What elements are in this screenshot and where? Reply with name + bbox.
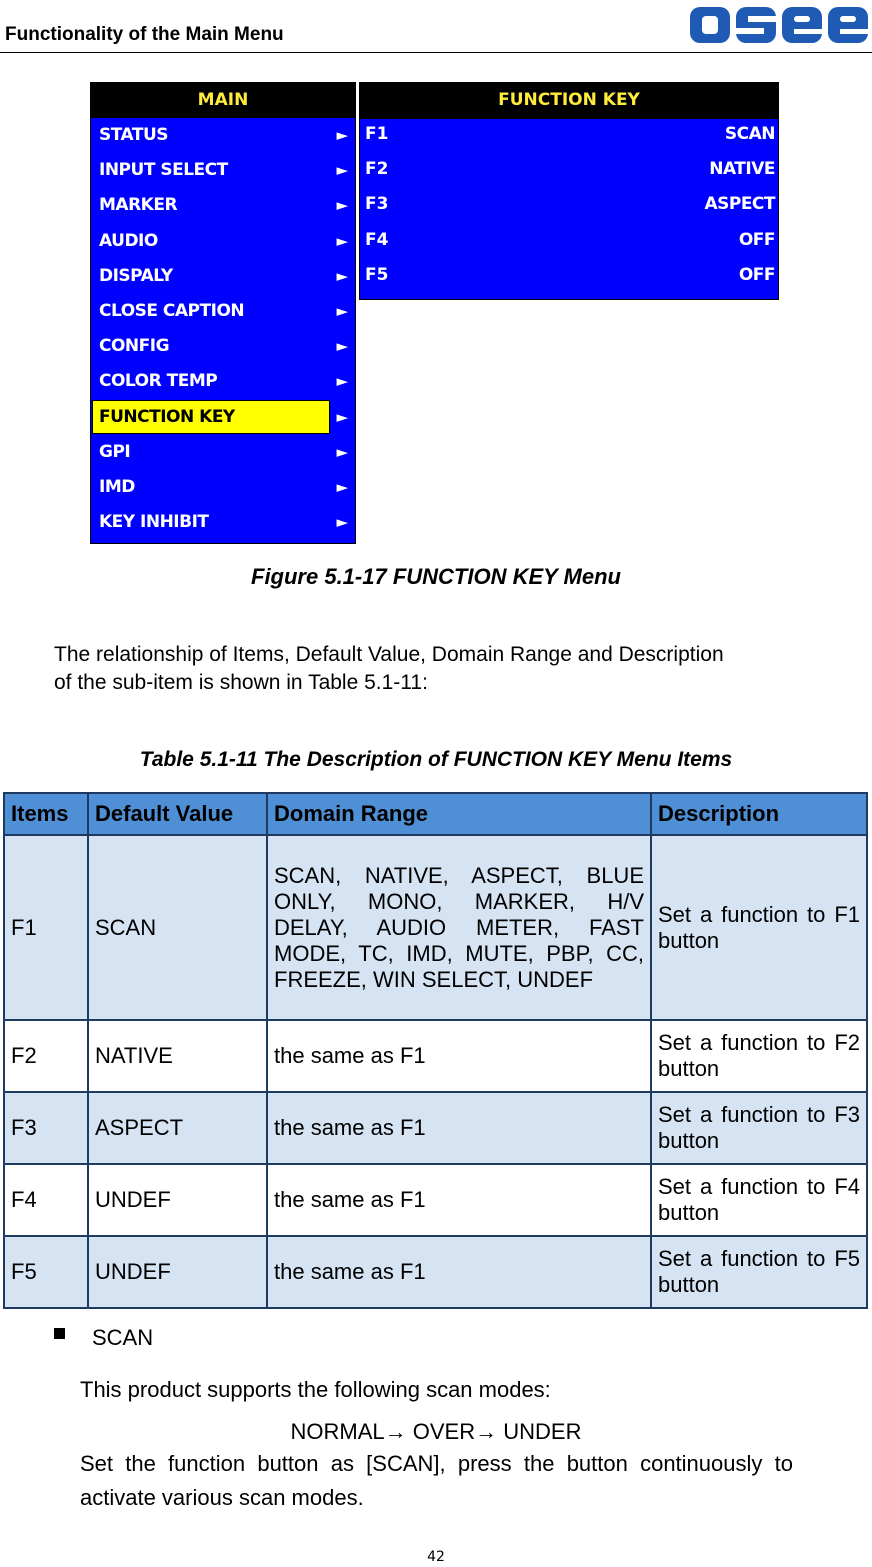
menu-item-marker[interactable] (92, 188, 354, 222)
table-row (4, 1092, 867, 1164)
cell-item: F3 (4, 1092, 88, 1164)
cell-default: UNDEF (88, 1164, 267, 1236)
function-key-label: F4 (365, 229, 389, 250)
col-header-items: Items (4, 793, 88, 835)
col-header-description: Description (651, 793, 867, 835)
menu-item-label: INPUT SELECT (99, 160, 228, 181)
cell-default: NATIVE (88, 1020, 267, 1092)
function-key-label: F1 (365, 124, 389, 144)
function-key-title: FUNCTION KEY (359, 82, 779, 118)
function-key-row-f5[interactable] (361, 259, 775, 294)
menu-item-audio[interactable] (92, 224, 354, 258)
cell-range: the same as F1 (267, 1164, 651, 1236)
menu-item-status[interactable] (92, 118, 354, 152)
bullet-square-icon (54, 1328, 65, 1339)
function-key-value: NATIVE (709, 159, 775, 180)
col-header-range: Domain Range (267, 793, 651, 835)
menu-item-imd[interactable] (92, 470, 354, 504)
menu-item-input-select[interactable] (92, 153, 354, 187)
function-key-row-f1[interactable] (361, 118, 775, 153)
cell-item: F1 (4, 835, 88, 1020)
menu-item-label: CONFIG (99, 336, 170, 357)
cell-default: SCAN (88, 835, 267, 1020)
menu-item-close-caption[interactable] (92, 294, 354, 328)
table-row (4, 1236, 867, 1308)
cell-range: the same as F1 (267, 1020, 651, 1092)
submenu-arrow-icon: ► (336, 337, 348, 356)
menu-item-label: GPI (99, 441, 131, 462)
function-key-label: F2 (365, 159, 389, 180)
table-row (4, 1020, 867, 1092)
menu-item-label: KEY INHIBIT (99, 512, 209, 533)
function-key-label: F5 (365, 264, 389, 285)
col-header-default: Default Value (88, 793, 267, 835)
submenu-arrow-icon: ► (336, 126, 348, 144)
function-key-value: ASPECT (704, 194, 775, 215)
table-row (4, 1164, 867, 1236)
submenu-arrow-icon: ► (336, 231, 348, 250)
submenu-arrow-icon: ► (336, 266, 348, 285)
osee-logo (688, 3, 870, 47)
submenu-arrow-icon: ► (336, 478, 348, 496)
submenu-arrow-icon: ► (336, 407, 348, 426)
function-key-row-f2[interactable] (361, 153, 775, 188)
page-number: 42 (427, 1549, 445, 1565)
function-key-value: OFF (738, 264, 775, 285)
scan-heading: SCAN (92, 1325, 154, 1350)
cell-range: the same as F1 (267, 1236, 651, 1308)
cell-default: ASPECT (88, 1092, 267, 1164)
cell-range: the same as F1 (267, 1092, 651, 1164)
function-key-row-f3[interactable] (361, 188, 775, 223)
menu-item-label: FUNCTION KEY (99, 406, 235, 427)
menu-item-label: CLOSE CAPTION (99, 301, 245, 321)
submenu-arrow-icon: ► (336, 196, 348, 215)
cell-desc: Set a function to F3 button (651, 1092, 867, 1164)
menu-item-label: MARKER (99, 195, 178, 216)
menu-item-label: STATUS (99, 125, 169, 145)
function-key-value: SCAN (724, 124, 775, 144)
submenu-arrow-icon: ► (336, 442, 348, 461)
function-key-row-f4[interactable] (361, 224, 775, 259)
function-key-label: F3 (365, 194, 389, 215)
figure-caption: Figure 5.1-17 FUNCTION KEY Menu (251, 564, 621, 589)
cell-desc: Set a function to F2 button (651, 1020, 867, 1092)
menu-item-key-inhibit[interactable] (92, 505, 354, 539)
menu-item-color-temp[interactable] (92, 364, 354, 398)
menu-item-dispaly[interactable] (92, 259, 354, 293)
submenu-arrow-icon: ► (336, 513, 348, 532)
cell-desc: Set a function to F4 button (651, 1164, 867, 1236)
function-key-value: OFF (738, 229, 775, 250)
table-row (4, 835, 867, 1020)
scan-modes: NORMAL→ OVER→ UNDER (290, 1419, 582, 1444)
scan-line-2: Set the function button as [SCAN], press the button continuously to (80, 1451, 793, 1476)
page-header-title: Functionality of the Main Menu (5, 24, 284, 45)
menu-item-gpi[interactable] (92, 435, 354, 469)
menu-item-config[interactable] (92, 329, 354, 363)
menu-item-label: AUDIO (99, 230, 158, 251)
header-rule (0, 52, 872, 53)
submenu-arrow-icon: ► (336, 161, 348, 180)
menu-item-label: DISPALY (99, 265, 173, 286)
menu-item-label: COLOR TEMP (99, 371, 218, 392)
cell-item: F5 (4, 1236, 88, 1308)
intro-line-1: The relationship of Items, Default Value, Domain Range and Description (54, 643, 724, 666)
cell-default: UNDEF (88, 1236, 267, 1308)
main-menu-title: MAIN (90, 82, 356, 118)
submenu-arrow-icon: ► (336, 372, 348, 391)
menu-item-label: IMD (99, 477, 135, 497)
table-caption: Table 5.1-11 The Description of FUNCTION KEY Menu Items (139, 748, 733, 771)
intro-line-2: of the sub-item is shown in Table 5.1-11: (54, 671, 428, 694)
cell-desc: Set a function to F5 button (651, 1236, 867, 1308)
cell-item: F4 (4, 1164, 88, 1236)
cell-item: F2 (4, 1020, 88, 1092)
scan-line-1: This product supports the following scan modes: (80, 1377, 551, 1402)
menu-item-function-key[interactable] (92, 400, 354, 434)
function-key-table (3, 792, 868, 1309)
cell-range: SCAN, NATIVE, ASPECT, BLUE ONLY, MONO, MARKER, H/V DELAY, AUDIO METER, FAST MODE, TC, IMD, MUTE, PBP, CC, FREEZE, WIN SELECT, UNDEF (267, 835, 651, 1020)
submenu-arrow-icon: ► (336, 302, 348, 320)
cell-desc: Set a function to F1 button (651, 835, 867, 1020)
scan-line-3: activate various scan modes. (80, 1485, 364, 1510)
